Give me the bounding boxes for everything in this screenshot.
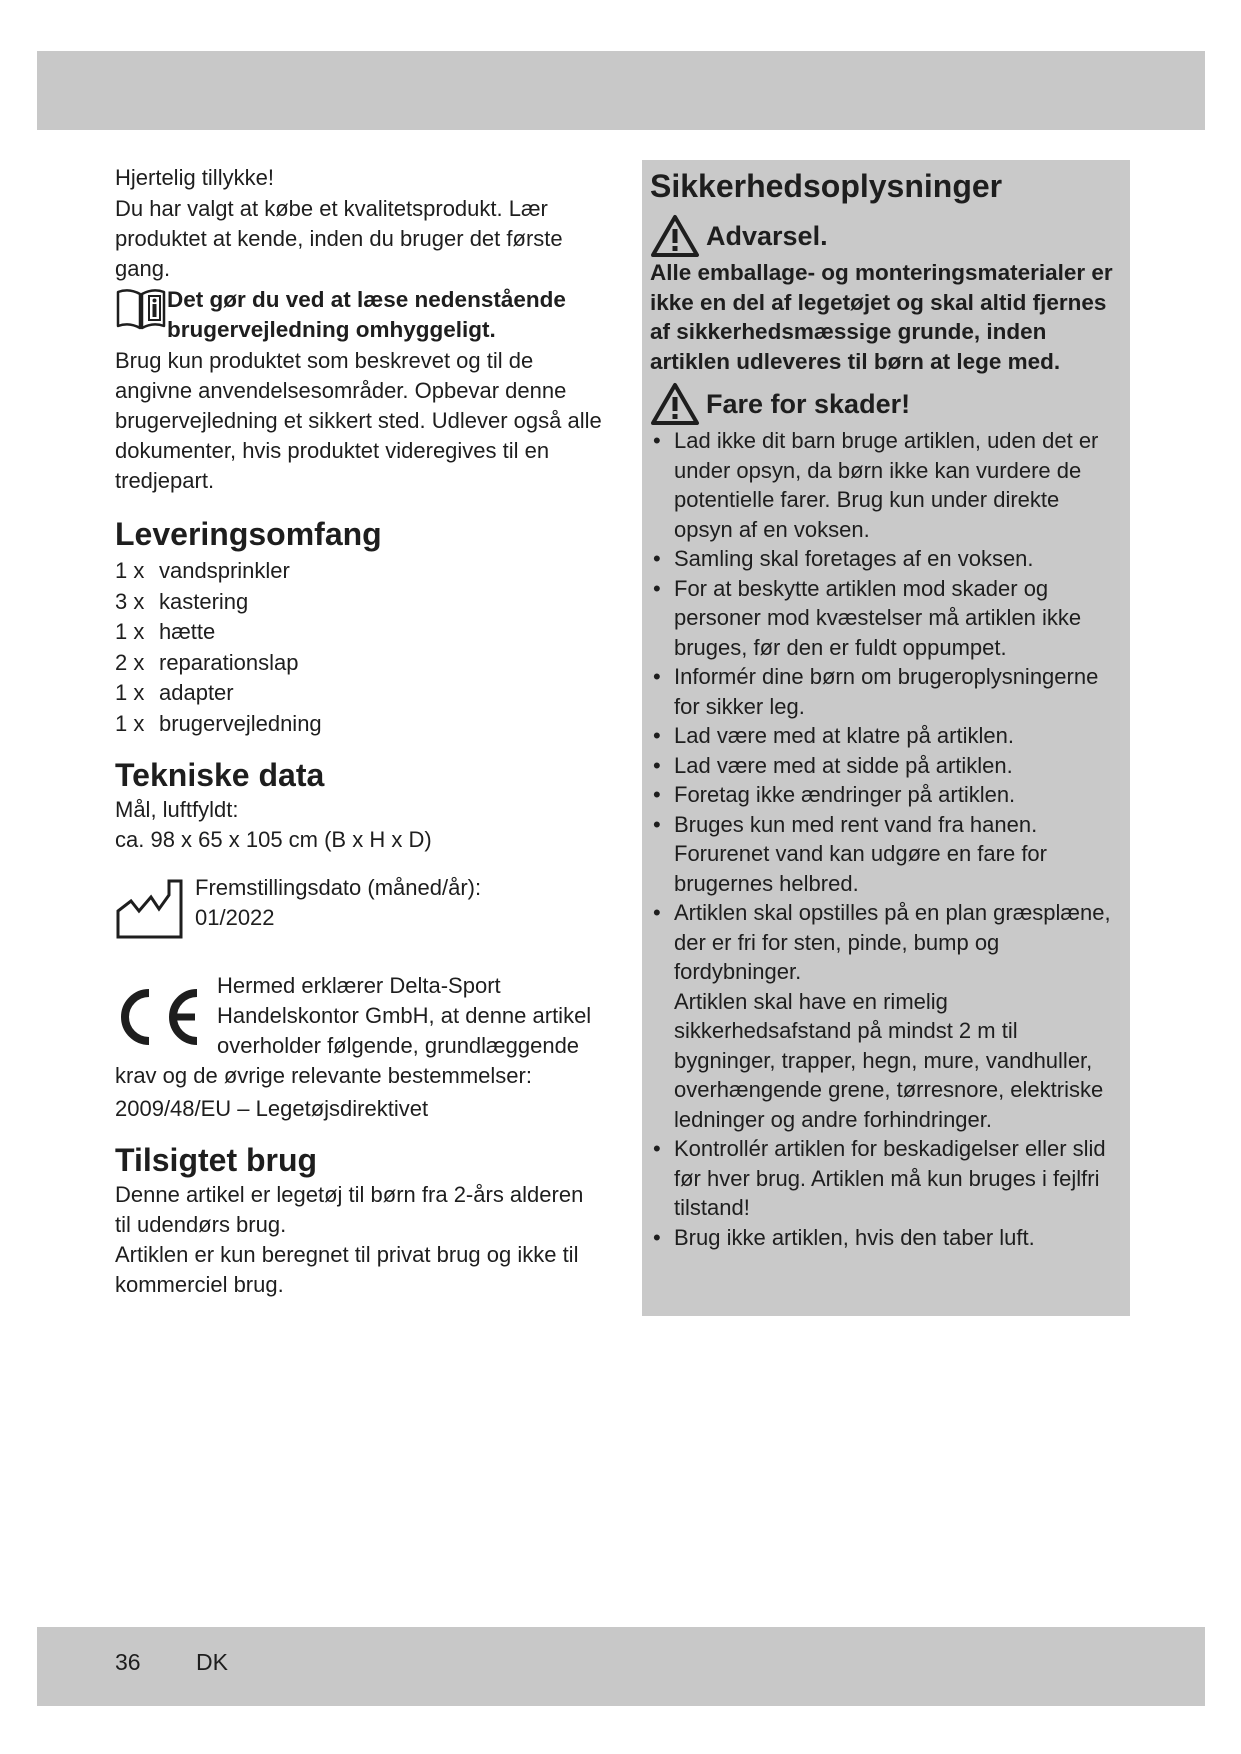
ce-text: Hermed erklærer Delta-Sport Handelskontor GmbH, at denne artikel overholder følgende, grundlæggende krav og de øvrige relevante bestemmelser:	[115, 973, 592, 1088]
list-item: • Lad ikke dit barn bruge artiklen, uden det er under opsyn, da børn ikke kan vurdere de potentielle farer. Brug kun under direkte opsyn af en voksen.	[653, 428, 1099, 542]
list-item: • Samling skal foretages af en voksen.	[653, 546, 1034, 571]
info-note	[115, 285, 605, 345]
page-number: 36	[115, 1649, 141, 1675]
header-band	[37, 51, 1205, 130]
manufacture-date	[115, 873, 605, 941]
list-item: • Lad være med at sidde på artiklen.	[653, 752, 1013, 778]
ce-declaration	[115, 969, 605, 1124]
list-item: 1 x adapter	[115, 680, 234, 705]
list-item-extra: Artiklen skal have en rimelig sikkerhedsafstand på mindst 2 m til bygninger, trapper, hegn, mure, vandhuller, overhængende grene, tørresnore, elektriske ledninger og andre forhindringer.	[674, 988, 1104, 1132]
dimension-value: ca. 98 x 65 x 105 cm (B x H x D)	[115, 827, 432, 852]
warning-title: Advarsel.	[706, 221, 828, 251]
list-item: • Foretag ikke ændringer på artiklen.	[653, 782, 1016, 807]
info-bold-text: Det gør du ved at læse nedenstående brugervejledning omhyggeligt.	[167, 287, 566, 342]
list-item: • Brug ikke artiklen, hvis den taber luft.	[653, 1224, 1035, 1250]
list-item: • Kontrollér artiklen for beskadigelser eller slid før hver brug. Artiklen må kun bruges i fejlfri tilstand!	[653, 1136, 1106, 1220]
read-manual-icon	[115, 288, 167, 332]
warning-header	[650, 214, 1122, 258]
delivery-list	[115, 556, 605, 739]
list-item: • Lad være med at klatre på artiklen.	[653, 723, 1014, 748]
intro-text: Du har valgt at købe et kvalitetsprodukt. Lær produktet at kende, inden du bruger det første gang.	[115, 196, 563, 281]
dimension-label: Mål, luftfyldt:	[115, 797, 239, 822]
technical-heading: Tekniske data	[115, 757, 325, 793]
list-item: 3 x kastering	[115, 588, 249, 614]
safety-heading: Sikkerhedsoplysninger	[650, 168, 1003, 204]
intro-body: Brug kun produktet som beskrevet og til de angivne anvendelsesområder. Opbevar denne brugervejledning et sikkert sted. Udlever også alle dokumenter, hvis produktet videregives til en tredjepart.	[115, 348, 602, 493]
list-item: • Bruges kun med rent vand fra hanen. Forurenet vand kan udgøre en fare for brugernes helbred.	[653, 811, 1047, 896]
safety-panel	[642, 160, 1130, 1316]
intended-use-p1: Denne artikel er legetøj til børn fra 2-års alderen til udendørs brug.	[115, 1182, 584, 1237]
list-item: • Artiklen skal opstilles på en plan græsplæne, der er fri for sten, pinde, bump og fordybninger. Artiklen skal have en rimelig sikkerhedsafstand på mindst 2 m til bygninger, trapper, hegn, mure, vandhuller, overhængende grene, tørresnore, elektriske ledninger og andre forhindringer.	[650, 898, 1122, 1134]
list-item: • For at beskytte artiklen mod skader og personer mod kvæstelser må artiklen ikke bruges, før den er fuldt oppumpet.	[653, 575, 1082, 660]
language-code: DK	[196, 1649, 228, 1675]
intended-use-p2: Artiklen er kun beregnet til privat brug og ikke til kommerciel brug.	[115, 1242, 579, 1297]
manufacture-label: Fremstillingsdato (måned/år):	[195, 875, 482, 900]
list-item: 1 x vandsprinkler	[115, 558, 290, 583]
list-item: 2 x reparationslap	[115, 649, 299, 675]
directive: 2009/48/EU – Legetøjsdirektivet	[115, 1096, 429, 1121]
ce-mark-icon	[115, 983, 203, 1049]
factory-icon	[115, 877, 185, 941]
danger-title: Fare for skader!	[706, 389, 911, 419]
warning-triangle-icon	[650, 214, 700, 258]
warning-triangle-icon	[650, 382, 700, 426]
warning-text: Alle emballage- og monteringsmaterialer er ikke en del af legetøjet og skal altid fjernes af sikkerhedsmæssige grunde, inden artiklen udleveres til børn at lege med.	[650, 260, 1113, 374]
safety-list	[650, 426, 1122, 1252]
list-item: 1 x hætte	[115, 619, 216, 644]
danger-header	[650, 382, 1122, 426]
delivery-heading: Leveringsomfang	[115, 516, 382, 552]
left-column	[115, 163, 605, 1300]
manufacture-value: 01/2022	[195, 905, 275, 930]
list-item: • Informér dine børn om brugeroplysningerne for sikker leg.	[653, 664, 1099, 719]
intended-use-heading: Tilsigtet brug	[115, 1142, 318, 1178]
list-item: 1 x brugervejledning	[115, 710, 322, 736]
intro-greeting: Hjertelig tillykke!	[115, 165, 274, 190]
